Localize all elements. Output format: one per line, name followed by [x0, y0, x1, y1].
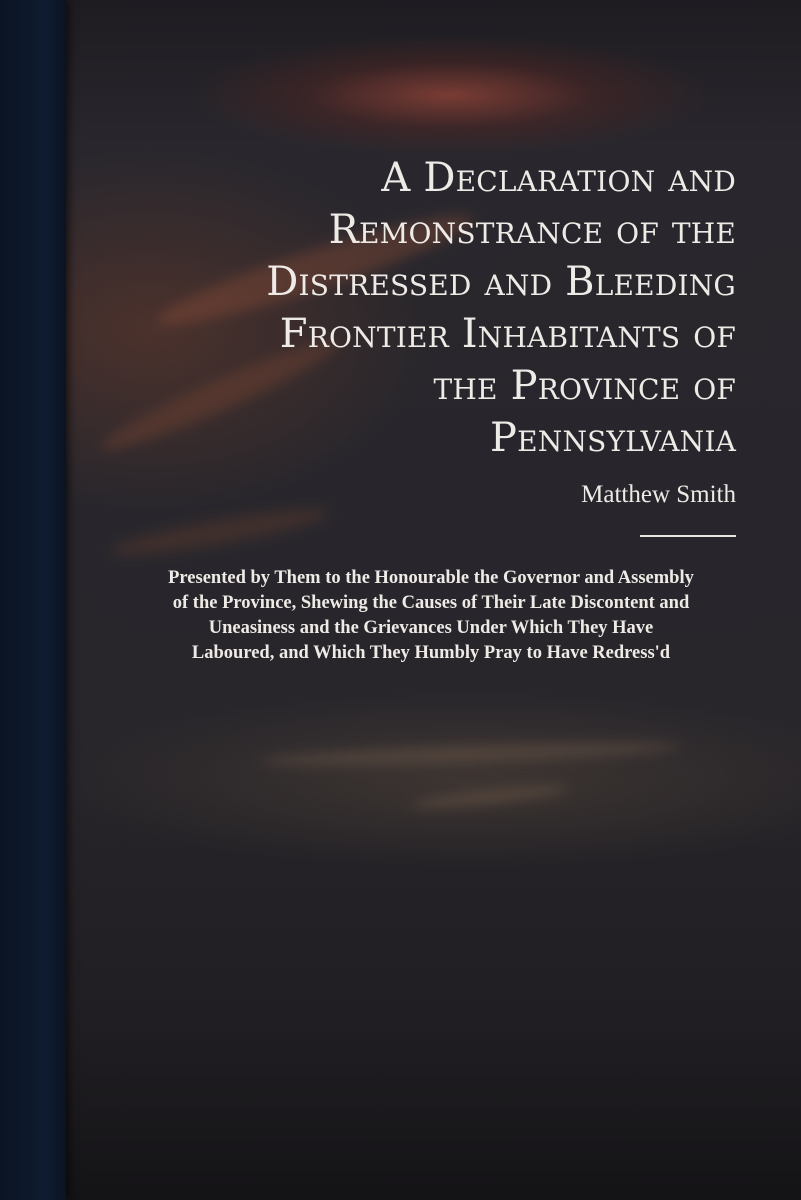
title-line: the Province of: [433, 363, 736, 409]
subtitle-line: of the Province, Shewing the Causes of Their Late Discontent and: [172, 593, 690, 613]
divider-rule: [640, 535, 736, 537]
background-light-streak: [410, 782, 571, 813]
subtitle-line: Presented by Them to the Honourable the Governor and Assembly: [168, 568, 694, 588]
title-line: A Declaration and: [381, 155, 736, 201]
book-spine: [0, 0, 66, 1200]
book-title: [150, 152, 736, 464]
title-line: Pennsylvania: [489, 415, 736, 461]
background-light-streak: [110, 501, 331, 563]
author-name: Matthew Smith: [581, 481, 736, 508]
title-line: Remonstrance of the: [328, 207, 736, 253]
subtitle-line: Uneasiness and the Grievances Under Which They Have: [208, 618, 654, 638]
background-light-streak: [260, 738, 680, 771]
book-subtitle: [100, 566, 762, 666]
title-line: Frontier Inhabitants of: [279, 311, 736, 357]
title-line: Distressed and Bleeding: [266, 259, 736, 305]
subtitle-line: Laboured, and Which They Humbly Pray to Have Redress'd: [191, 643, 671, 663]
